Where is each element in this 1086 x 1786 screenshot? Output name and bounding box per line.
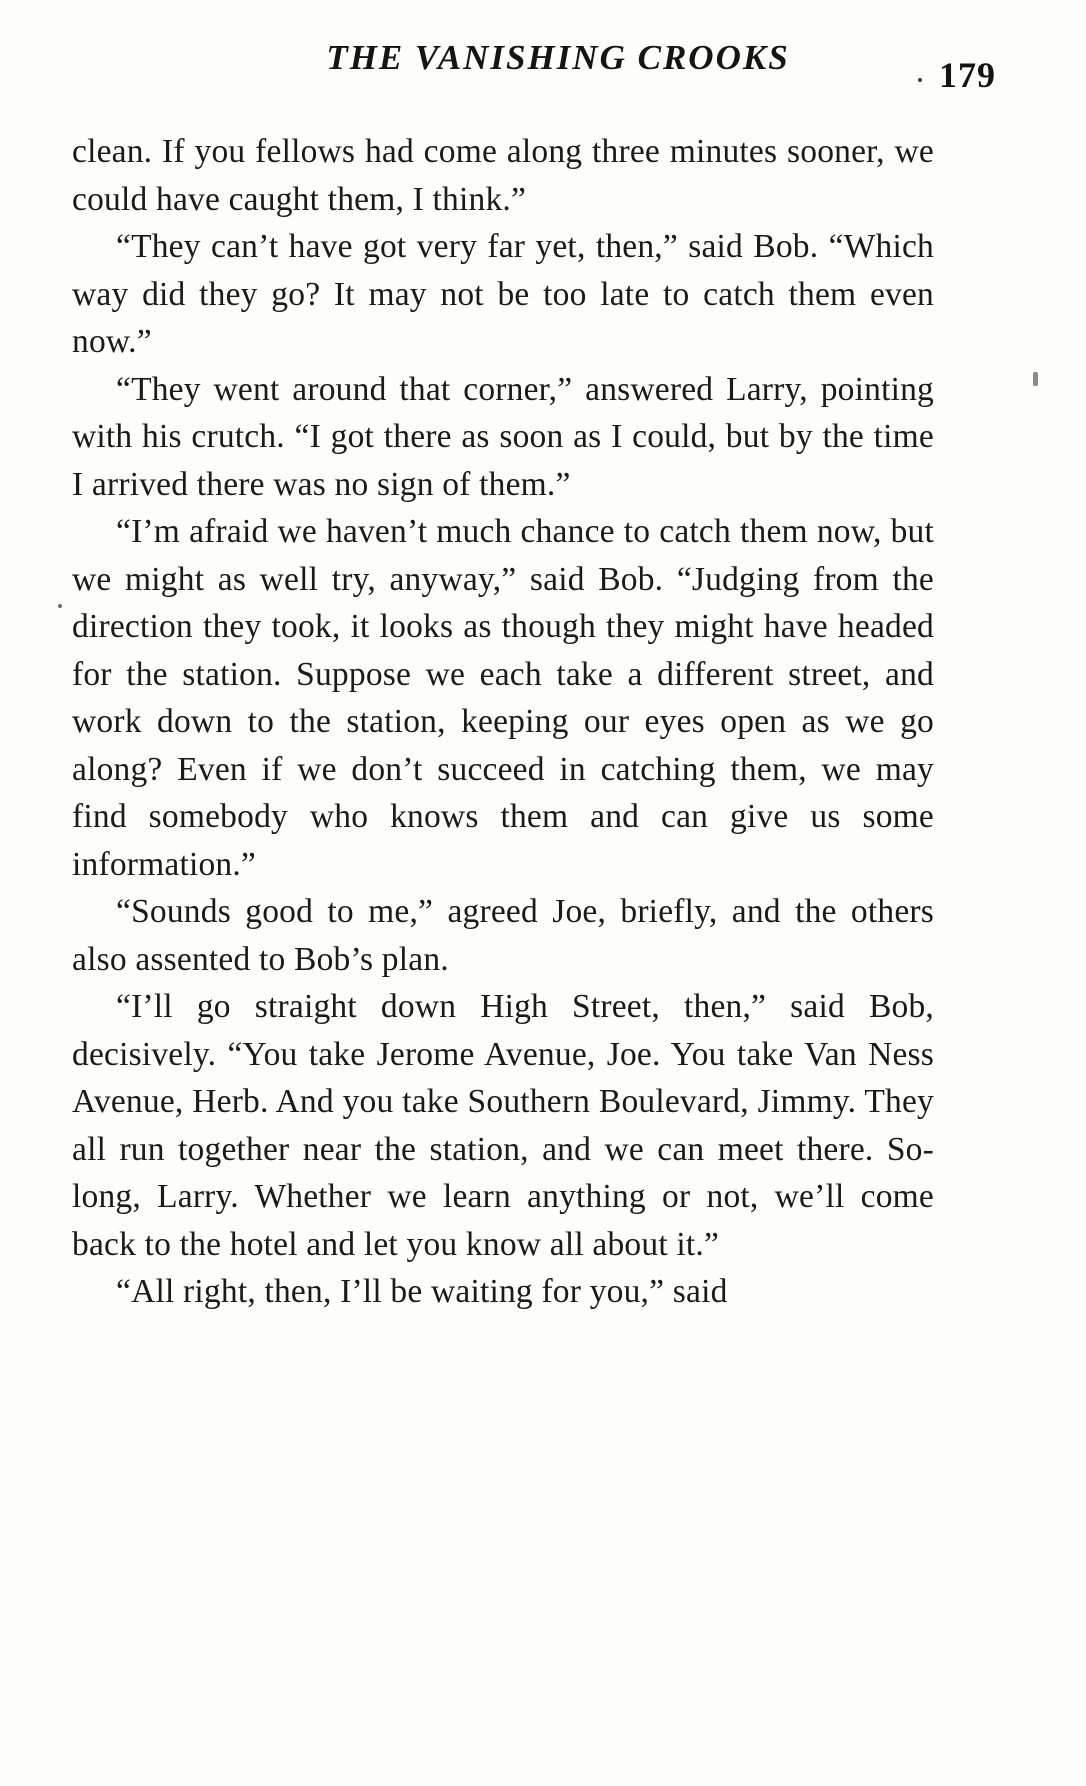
ink-speck-folio [918, 78, 922, 82]
paragraph: clean. If you fellows had come along three minutes sooner, we could have caught them, I think.” [72, 133, 934, 218]
paragraph: “I’ll go straight down High Street, then,” said Bob, decisively. “You take Jerome Avenue, Joe. You take Van Ness Avenue, Herb. And you take Southern Boulevard, Jimmy. They all run together near the station, and we can meet there. So-long, Larry. Whether we learn anything or not, we’ll come back to the hotel and let you know all about it.” [72, 988, 934, 1263]
paragraph: “They went around that corner,” answered Larry, pointing with his crutch. “I got there as soon as I could, but by the time I arrived there was no sign of them.” [72, 370, 934, 503]
ink-speck-left-margin [58, 604, 62, 608]
ink-speck-right-margin [1033, 372, 1038, 386]
paragraph: “Sounds good to me,” agreed Joe, briefly, and the others also assented to Bob’s plan. [72, 893, 934, 978]
paragraph: “They can’t have got very far yet, then,” said Bob. “Which way did they go? It may not be too late to catch them even now.” [72, 228, 934, 360]
page-number: 179 [939, 55, 996, 95]
body-text [72, 128, 934, 1316]
paragraph: “I’m afraid we haven’t much chance to catch them now, but we might as well try, anyway,” said Bob. “Judging from the direction they took, it looks as though they might have headed for the station. Suppose we each take a different street, and work down to the station, keeping our eyes open as we go along? Even if we don’t succeed in catching them, we may find somebody who knows them and can give us some information.” [72, 513, 934, 883]
paragraph: “All right, then, I’ll be waiting for you,” said [116, 1273, 728, 1310]
running-head [72, 38, 1014, 102]
page-title: THE VANISHING CROOKS [326, 38, 790, 77]
